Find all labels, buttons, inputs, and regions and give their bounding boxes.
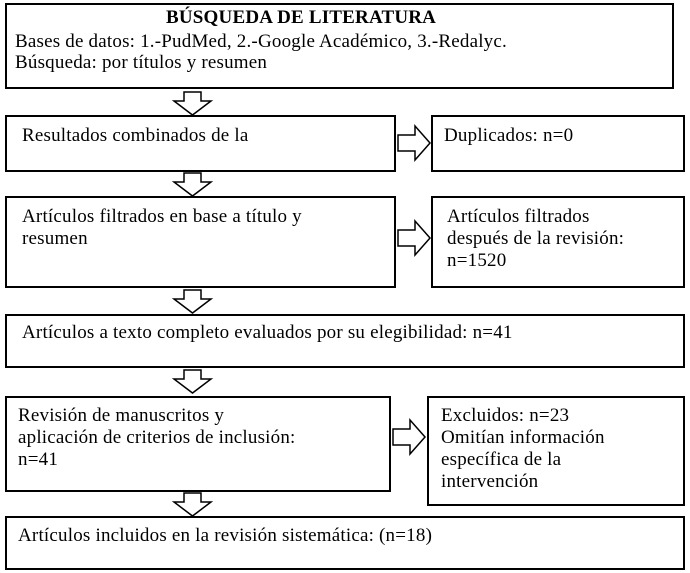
arrow-right-icon <box>398 126 430 160</box>
review-line-1: Revisión de manuscritos y <box>18 405 225 426</box>
arrow-down-icon <box>174 173 211 196</box>
filtered-line-2: resumen <box>22 228 88 249</box>
excluded-line-1: Excluidos: n=23 <box>441 405 570 426</box>
duplicates-text: Duplicados: n=0 <box>444 125 574 146</box>
filtered-line-1: Artículos filtrados en base a título y <box>22 206 302 227</box>
excluded-line-2: Omitían información <box>441 427 605 448</box>
review-line-2: aplicación de criterios de inclusión: <box>18 427 296 448</box>
arrow-down-icon <box>174 290 211 313</box>
search-title: BÚSQUEDA DE LITERATURA <box>166 7 437 28</box>
arrow-right-icon <box>398 221 430 255</box>
arrow-right-icon <box>393 420 425 454</box>
fulltext-eligibility-text: Artículos a texto completo evaluados por su elegibilidad: n=41 <box>22 322 513 343</box>
arrow-down-icon <box>174 370 211 393</box>
filtered-after-line-1: Artículos filtrados <box>447 206 590 227</box>
filtered-after-line-3: n=1520 <box>447 250 507 271</box>
excluded-line-3: específica de la <box>441 449 562 470</box>
arrow-down-icon <box>174 493 211 516</box>
arrow-down-icon <box>174 92 211 115</box>
excluded-line-4: intervención <box>441 471 539 492</box>
review-line-3: n=41 <box>18 449 59 470</box>
search-databases: Bases de datos: 1.-PudMed, 2.-Google Académico, 3.-Redalyc. <box>15 31 507 52</box>
filtered-after-line-2: después de la revisión: <box>447 228 625 249</box>
included-text: Artículos incluidos en la revisión sistemática: (n=18) <box>18 525 433 546</box>
combined-results-text: Resultados combinados de la <box>22 125 249 146</box>
search-criteria: Búsqueda: por títulos y resumen <box>15 52 268 73</box>
